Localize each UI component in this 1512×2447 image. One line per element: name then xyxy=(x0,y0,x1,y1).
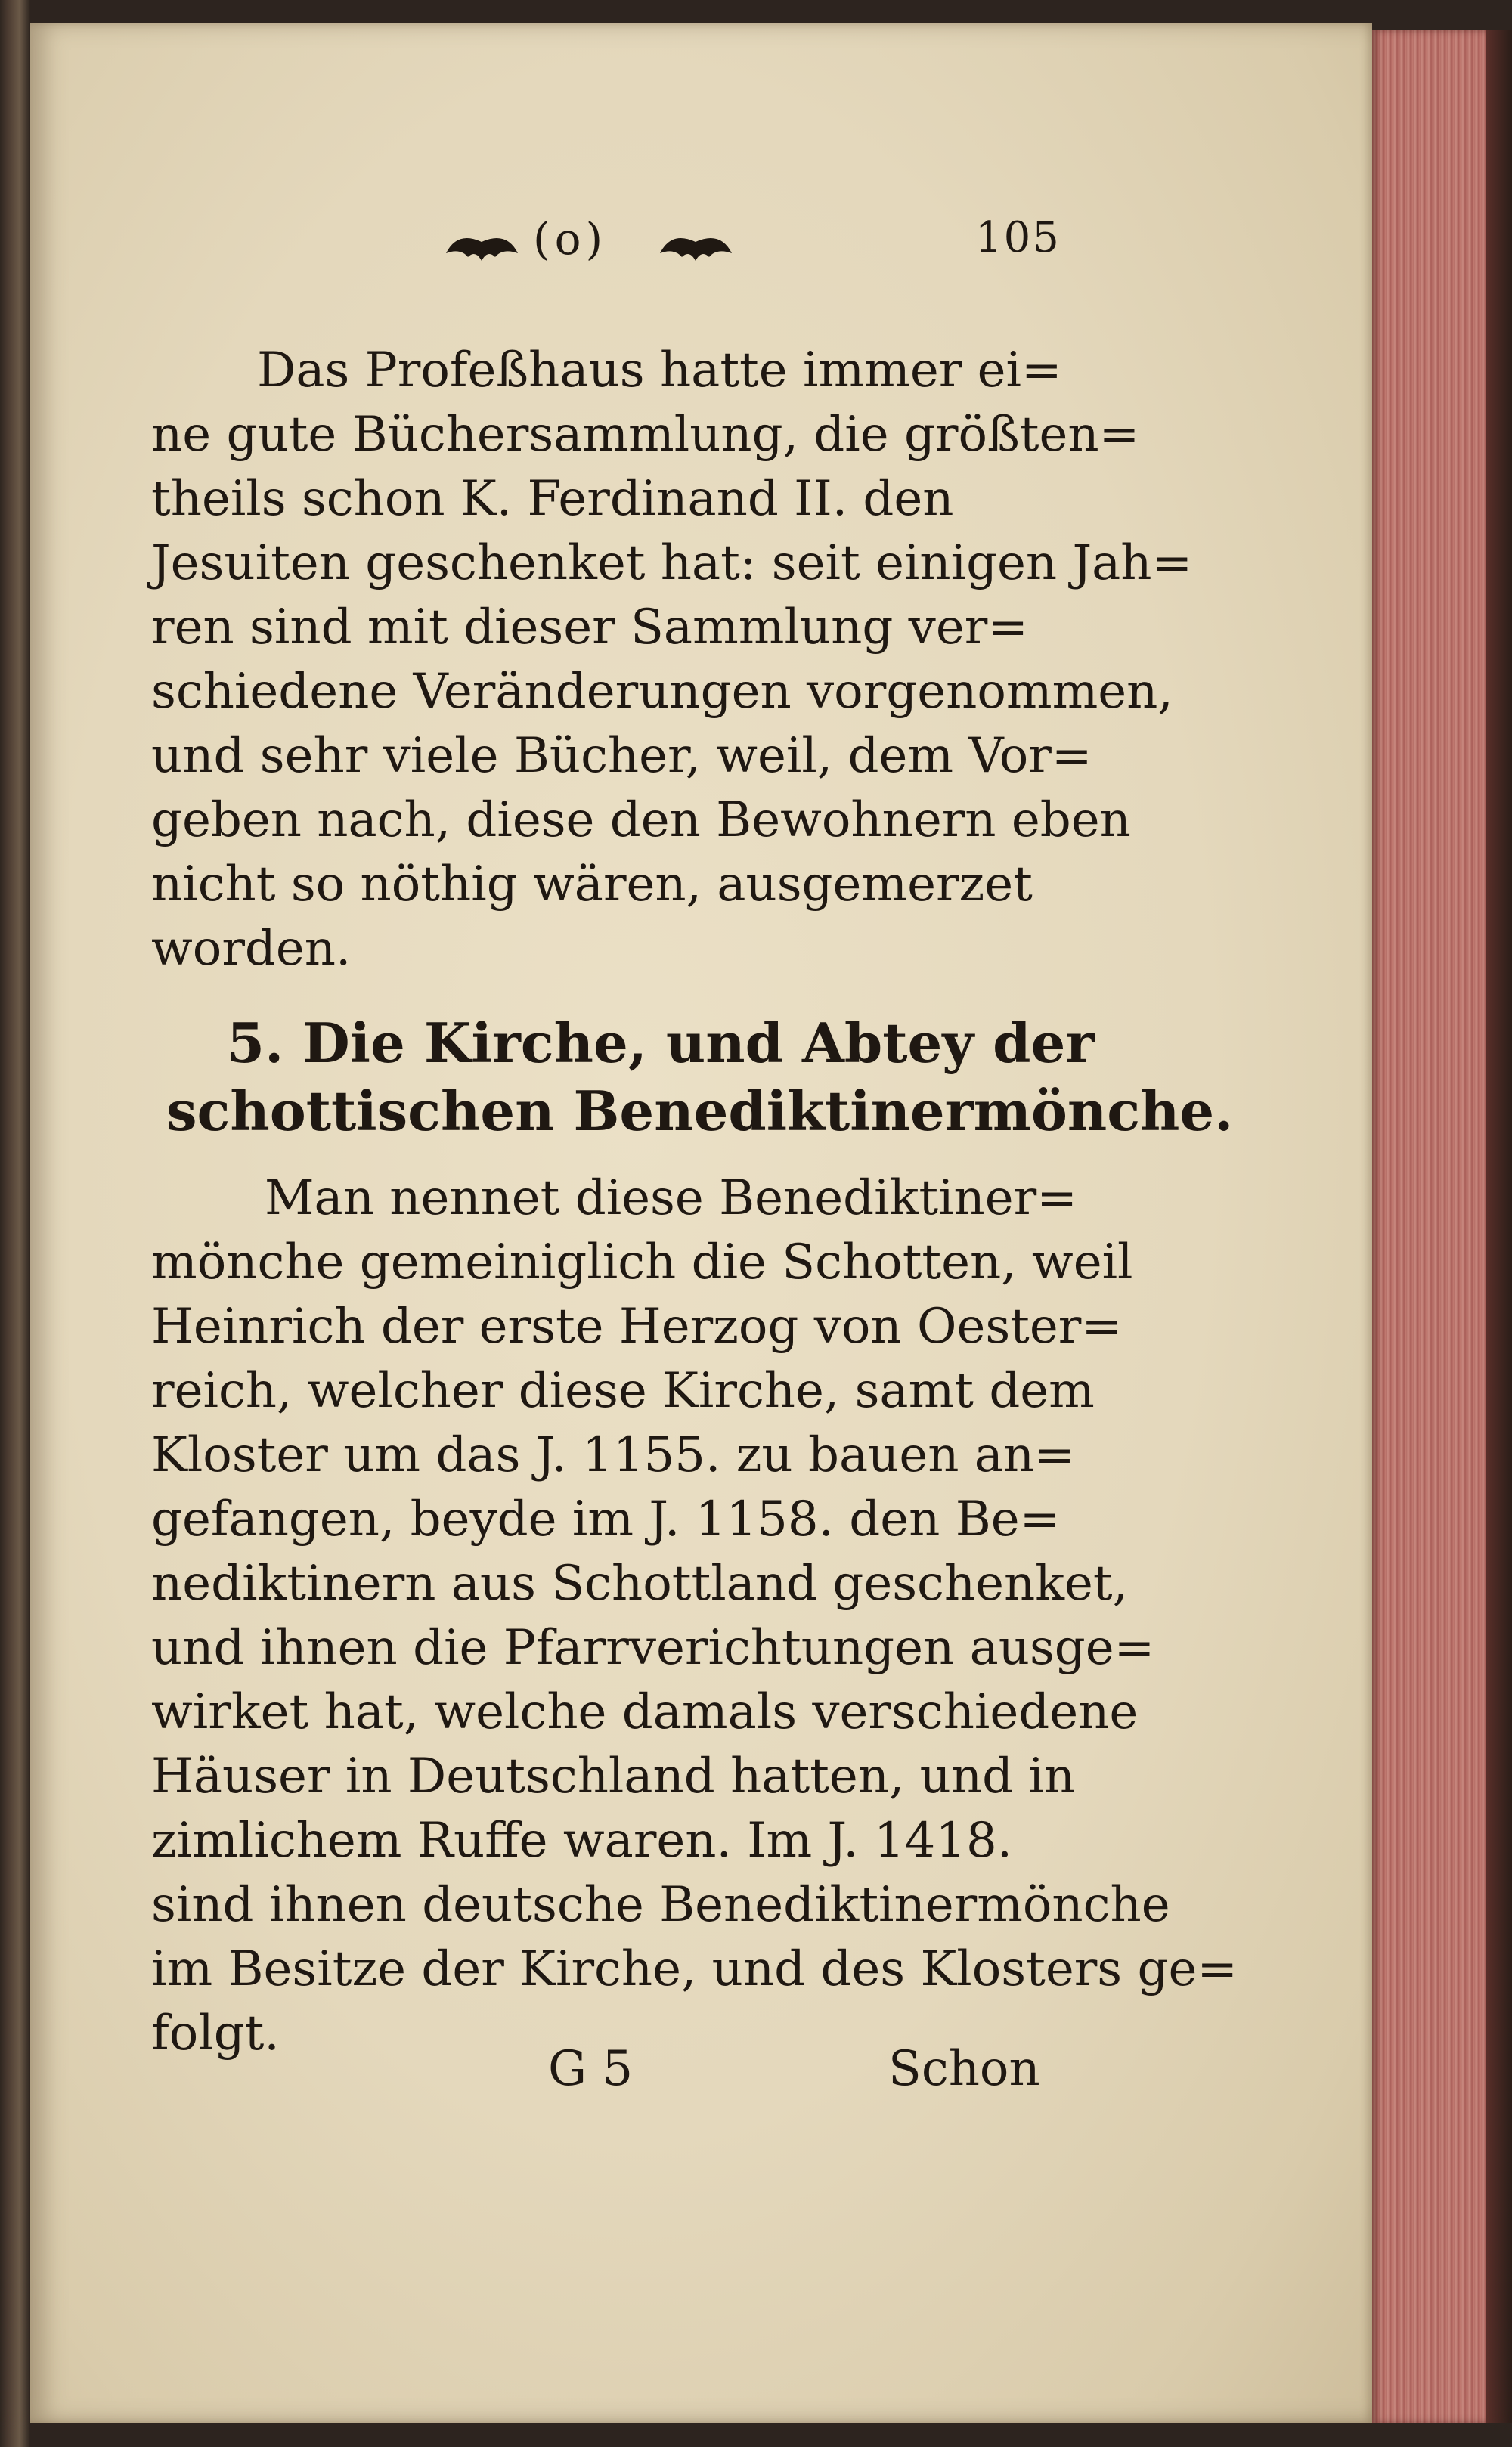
signature-mark: G 5 xyxy=(548,2041,634,2097)
text-line: ne gute Büchersammlung, die größten= xyxy=(151,407,1140,463)
text-line: im Besitze der Kirche, und des Klosters ge= xyxy=(151,1941,1238,1997)
text-line: Häuser in Deutschland hatten, und in xyxy=(151,1749,1076,1804)
text-line: wirket hat, welche damals verschiedene xyxy=(151,1684,1139,1740)
text-line: mönche gemeiniglich die Schotten, weil xyxy=(151,1234,1133,1290)
heading-line: 5. Die Kirche, und Abtey der xyxy=(227,1011,1095,1075)
text-line: schiedene Veränderungen vorgenommen, xyxy=(151,664,1173,720)
left-ornament-icon xyxy=(442,227,522,268)
text-line: Jesuiten geschenket hat: seit einigen Jah= xyxy=(151,535,1193,591)
text-line: nicht so nöthig wären, ausgemerzet xyxy=(151,856,1033,912)
catchword: Schon xyxy=(888,2041,1040,2097)
text-line: nediktinern aus Schottland geschenket, xyxy=(151,1556,1128,1612)
text-line: Das Profeßhaus hatte immer ei= xyxy=(257,342,1062,398)
heading-line: schottischen Benediktinermönche. xyxy=(166,1079,1234,1143)
text-line: Man nennet diese Benediktiner= xyxy=(265,1170,1077,1226)
text-line: zimlichem Ruffe waren. Im J. 1418. xyxy=(151,1813,1013,1869)
cover-edge xyxy=(1486,30,1512,2423)
text-line: Heinrich der erste Herzog von Oester= xyxy=(151,1299,1122,1355)
text-line: und sehr viele Bücher, weil, dem Vor= xyxy=(151,728,1092,784)
header-ornament: (o) xyxy=(533,213,608,265)
text-line: und ihnen die Pfarrverichtungen ausge= xyxy=(151,1620,1155,1676)
page-edges xyxy=(1372,30,1486,2423)
text-line: folgt. xyxy=(151,2006,280,2061)
text-line: reich, welcher diese Kirche, samt dem xyxy=(151,1363,1095,1419)
text-line: gefangen, beyde im J. 1158. den Be= xyxy=(151,1491,1061,1547)
text-line: ren sind mit dieser Sammlung ver= xyxy=(151,599,1028,655)
text-line: sind ihnen deutsche Benediktinermönche xyxy=(151,1877,1170,1933)
text-line: Kloster um das J. 1155. zu bauen an= xyxy=(151,1427,1075,1483)
text-line: geben nach, diese den Bewohnern eben xyxy=(151,792,1131,848)
text-line: theils schon K. Ferdinand II. den xyxy=(151,471,954,527)
right-ornament-icon xyxy=(656,227,736,268)
text-line: worden. xyxy=(151,921,352,977)
page-number: 105 xyxy=(975,213,1061,262)
